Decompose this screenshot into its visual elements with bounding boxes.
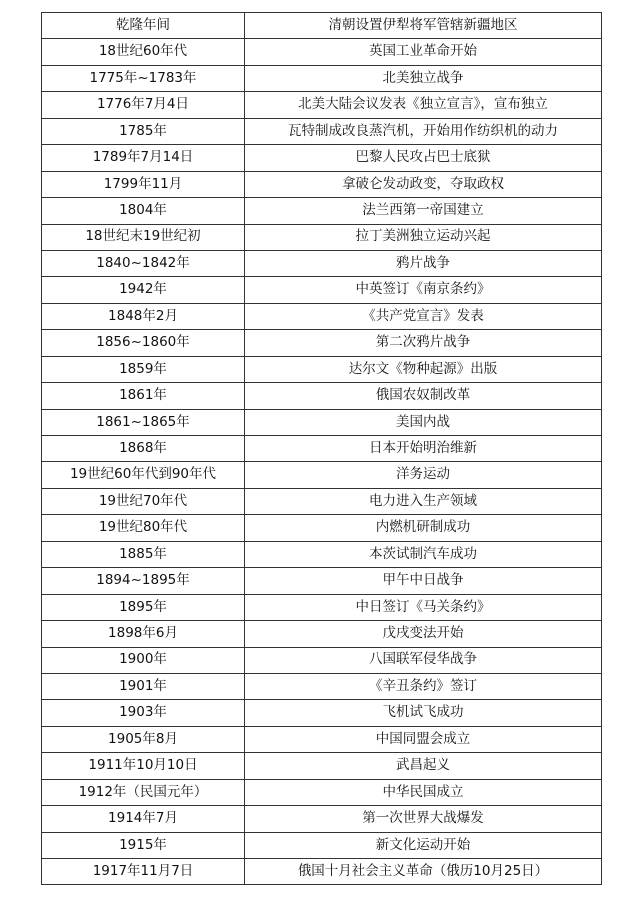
row-date-cell: 1885年 — [42, 541, 245, 567]
table-row — [42, 92, 602, 118]
row-date-cell: 1903年 — [42, 700, 245, 726]
row-event-cell: 俄国十月社会主义革命（俄历10月25日） — [245, 859, 602, 885]
row-event-cell: 飞机试飞成功 — [245, 700, 602, 726]
row-date-cell: 1840~1842年 — [42, 250, 245, 276]
row-date-cell: 1898年6月 — [42, 621, 245, 647]
table-header-row — [42, 13, 602, 39]
row-event-cell: 内燃机研制成功 — [245, 515, 602, 541]
row-event-cell: 法兰西第一帝国建立 — [245, 198, 602, 224]
table-row — [42, 779, 602, 805]
table-row — [42, 436, 602, 462]
table-row — [42, 568, 602, 594]
row-event-cell: 拿破仑发动政变，夺取政权 — [245, 171, 602, 197]
row-event-cell: 洋务运动 — [245, 462, 602, 488]
row-event-cell: 第一次世界大战爆发 — [245, 806, 602, 832]
row-event-cell: 中英签订《南京条约》 — [245, 277, 602, 303]
row-event-cell: 达尔文《物种起源》出版 — [245, 356, 602, 382]
row-date-cell: 19世纪80年代 — [42, 515, 245, 541]
table-row — [42, 621, 602, 647]
table-row — [42, 356, 602, 382]
table-body — [42, 39, 602, 885]
row-date-cell: 1917年11月7日 — [42, 859, 245, 885]
row-event-cell: 《共产党宣言》发表 — [245, 303, 602, 329]
row-date-cell: 1912年（民国元年） — [42, 779, 245, 805]
row-date-cell: 1894~1895年 — [42, 568, 245, 594]
row-event-cell: 本茨试制汽车成功 — [245, 541, 602, 567]
table-row — [42, 224, 602, 250]
table-row — [42, 541, 602, 567]
row-event-cell: 武昌起义 — [245, 753, 602, 779]
row-date-cell: 1901年 — [42, 673, 245, 699]
row-event-cell: 鸦片战争 — [245, 250, 602, 276]
table-row — [42, 806, 602, 832]
row-event-cell: 中日签订《马关条约》 — [245, 594, 602, 620]
row-event-cell: 巴黎人民攻占巴士底狱 — [245, 145, 602, 171]
row-event-cell: 八国联军侵华战争 — [245, 647, 602, 673]
table-row — [42, 145, 602, 171]
table-row — [42, 303, 602, 329]
row-event-cell: 美国内战 — [245, 409, 602, 435]
row-date-cell: 19世纪70年代 — [42, 488, 245, 514]
row-date-cell: 1868年 — [42, 436, 245, 462]
history-timeline-table-container — [41, 12, 601, 885]
table-row — [42, 462, 602, 488]
row-event-cell: 日本开始明治维新 — [245, 436, 602, 462]
row-event-cell: 戊戌变法开始 — [245, 621, 602, 647]
table-row — [42, 700, 602, 726]
table-row — [42, 409, 602, 435]
row-date-cell: 1915年 — [42, 832, 245, 858]
row-event-cell: 瓦特制成改良蒸汽机，开始用作纺织机的动力 — [245, 118, 602, 144]
table-row — [42, 832, 602, 858]
row-event-cell: 甲午中日战争 — [245, 568, 602, 594]
row-event-cell: 北美大陆会议发表《独立宣言》，宣布独立 — [245, 92, 602, 118]
row-date-cell: 1861年 — [42, 383, 245, 409]
row-date-cell: 1861~1865年 — [42, 409, 245, 435]
row-event-cell: 《辛丑条约》签订 — [245, 673, 602, 699]
row-date-cell: 1799年11月 — [42, 171, 245, 197]
row-date-cell: 1859年 — [42, 356, 245, 382]
table-row — [42, 198, 602, 224]
row-event-cell: 中国同盟会成立 — [245, 726, 602, 752]
row-date-cell: 1776年7月4日 — [42, 92, 245, 118]
table-row — [42, 330, 602, 356]
table-row — [42, 488, 602, 514]
table-row — [42, 171, 602, 197]
table-row — [42, 250, 602, 276]
row-date-cell: 1789年7月14日 — [42, 145, 245, 171]
row-date-cell: 1785年 — [42, 118, 245, 144]
row-event-cell: 英国工业革命开始 — [245, 39, 602, 65]
table-row — [42, 383, 602, 409]
row-event-cell: 拉丁美洲独立运动兴起 — [245, 224, 602, 250]
row-event-cell: 俄国农奴制改革 — [245, 383, 602, 409]
history-timeline-table — [41, 12, 602, 885]
row-date-cell: 18世纪末19世纪初 — [42, 224, 245, 250]
row-date-cell: 1848年2月 — [42, 303, 245, 329]
header-event: 清朝设置伊犁将军管辖新疆地区 — [245, 13, 602, 39]
row-event-cell: 中华民国成立 — [245, 779, 602, 805]
header-date: 乾隆年间 — [42, 13, 245, 39]
row-date-cell: 1895年 — [42, 594, 245, 620]
row-date-cell: 1804年 — [42, 198, 245, 224]
row-event-cell: 第二次鸦片战争 — [245, 330, 602, 356]
row-date-cell: 1914年7月 — [42, 806, 245, 832]
row-date-cell: 1856~1860年 — [42, 330, 245, 356]
table-row — [42, 515, 602, 541]
table-row — [42, 39, 602, 65]
row-date-cell: 1942年 — [42, 277, 245, 303]
row-date-cell: 1911年10月10日 — [42, 753, 245, 779]
table-row — [42, 753, 602, 779]
table-row — [42, 726, 602, 752]
table-row — [42, 118, 602, 144]
table-row — [42, 673, 602, 699]
row-date-cell: 1905年8月 — [42, 726, 245, 752]
row-date-cell: 19世纪60年代到90年代 — [42, 462, 245, 488]
row-date-cell: 1775年~1783年 — [42, 65, 245, 91]
row-event-cell: 新文化运动开始 — [245, 832, 602, 858]
table-row — [42, 65, 602, 91]
row-event-cell: 北美独立战争 — [245, 65, 602, 91]
row-event-cell: 电力进入生产领域 — [245, 488, 602, 514]
table-row — [42, 277, 602, 303]
row-date-cell: 1900年 — [42, 647, 245, 673]
table-row — [42, 647, 602, 673]
row-date-cell: 18世纪60年代 — [42, 39, 245, 65]
table-row — [42, 594, 602, 620]
table-row — [42, 859, 602, 885]
